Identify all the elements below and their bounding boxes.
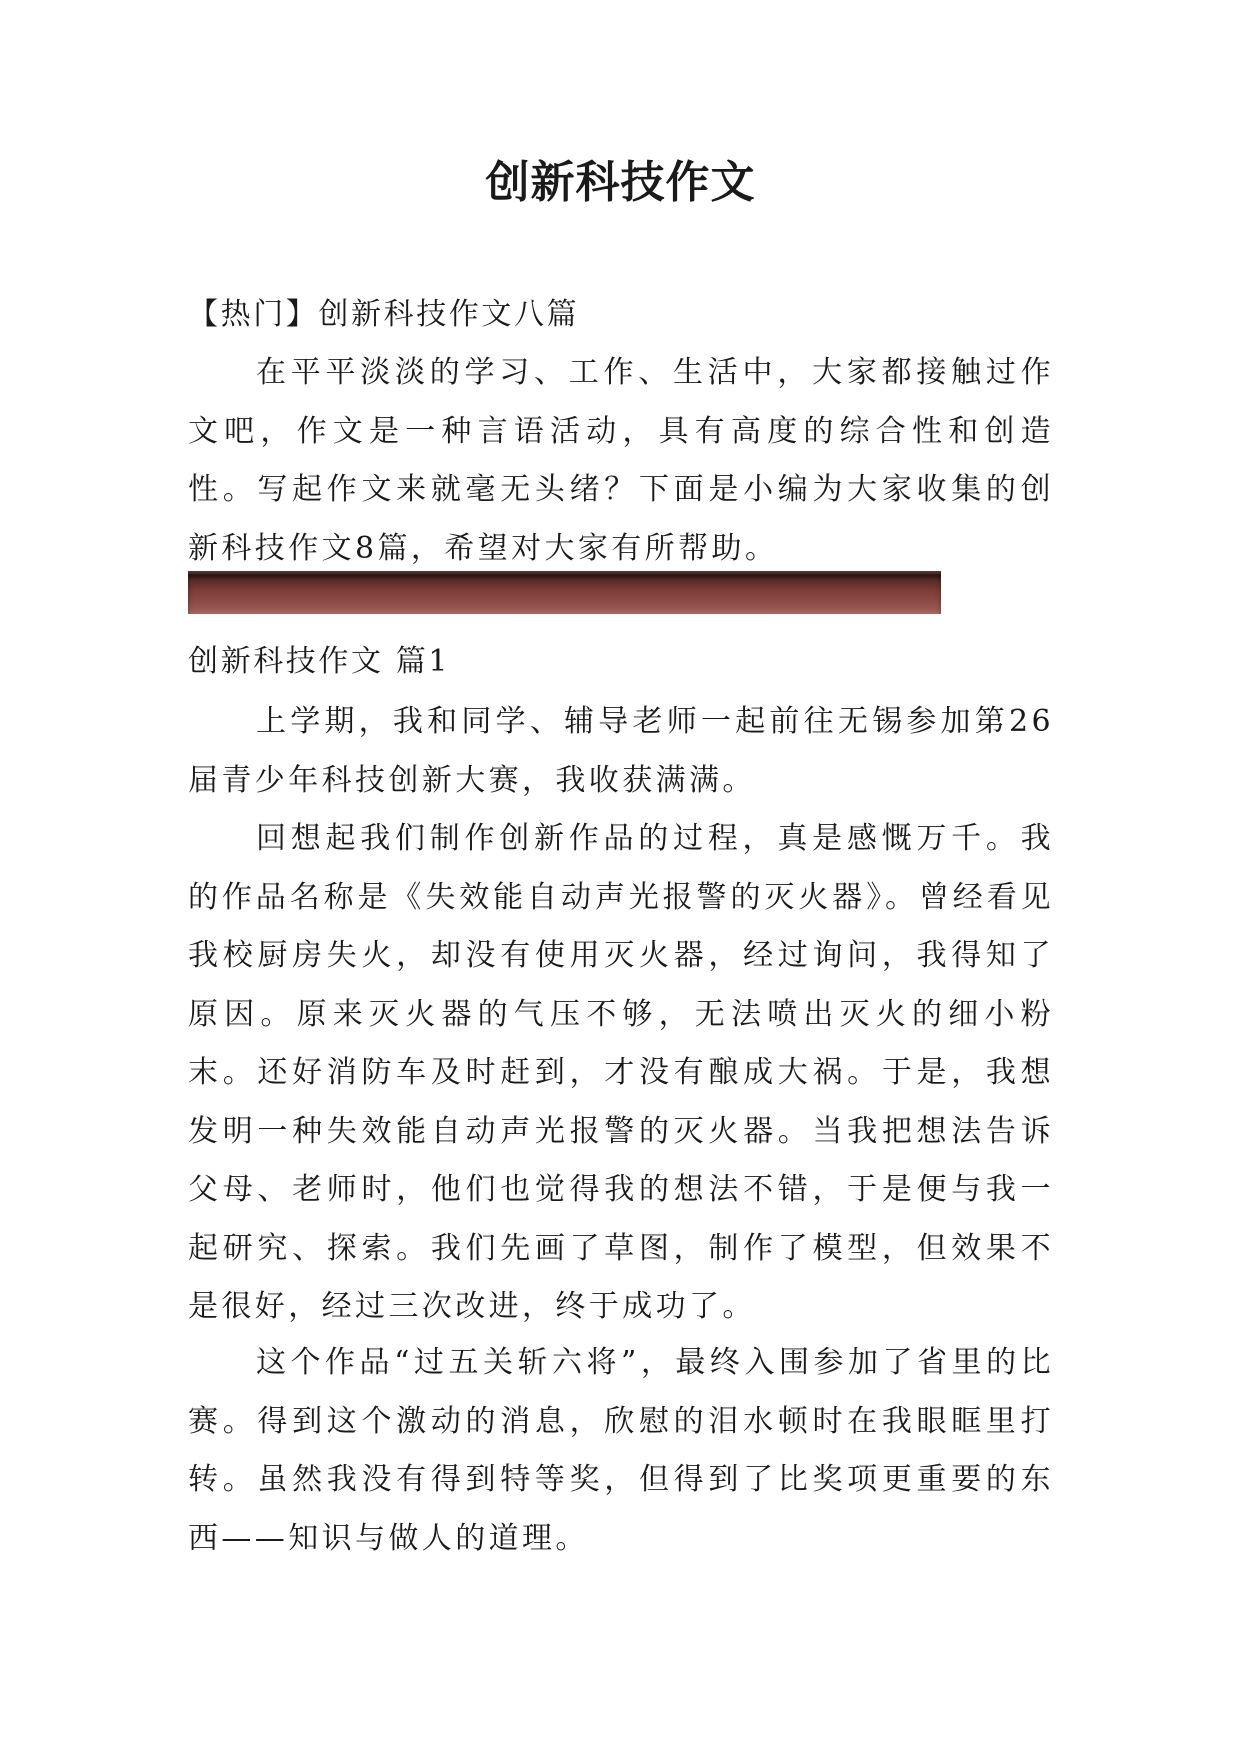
section-heading: 创新科技作文 篇1 xyxy=(188,644,451,679)
intro-paragraph: 在平平淡淡的学习、工作、生活中，大家都接触过作文吧，作文是一种言语活动，具有高度的综合性和创造性。写起作文来就毫无头绪？下面是小编为大家收集的创新科技作文8篇，希望对大家有所帮助。 xyxy=(188,355,1054,566)
decorative-banner-image xyxy=(188,571,941,614)
document-subtitle: 【热门】创新科技作文八篇 xyxy=(188,297,580,332)
section-paragraph-1: 上学期，我和同学、辅导老师一起前往无锡参加第26届青少年科技创新大赛，我收获满满。 xyxy=(188,704,1054,798)
section-paragraph-3: 这个作品“过五关斩六将”，最终入围参加了省里的比赛。得到这个激动的消息，欣慰的泪水顿时在我眼眶里打转。虽然我没有得到特等奖，但得到了比奖项更重要的东西——知识与做人的道理。 xyxy=(188,1345,1054,1556)
document-title: 创新科技作文 xyxy=(485,157,756,208)
section-paragraph-2: 回想起我们制作创新作品的过程，真是感慨万千。我的作品名称是《失效能自动声光报警的灭火器》。曾经看见我校厨房失火，却没有使用灭火器，经过询问，我得知了原因。原来灭火器的气压不够，无法喷出灭火的细小粉末。还好消防车及时赶到，才没有酿成大祸。于是，我想发明一种失效能自动声光报警的灭火器。当我把想法告诉父母、老师时，他们也觉得我的想法不错，于是便与我一起研究、探索。我们先画了草图，制作了模型，但效果不是很好，经过三次改进，终于成功了。 xyxy=(188,821,1054,1324)
